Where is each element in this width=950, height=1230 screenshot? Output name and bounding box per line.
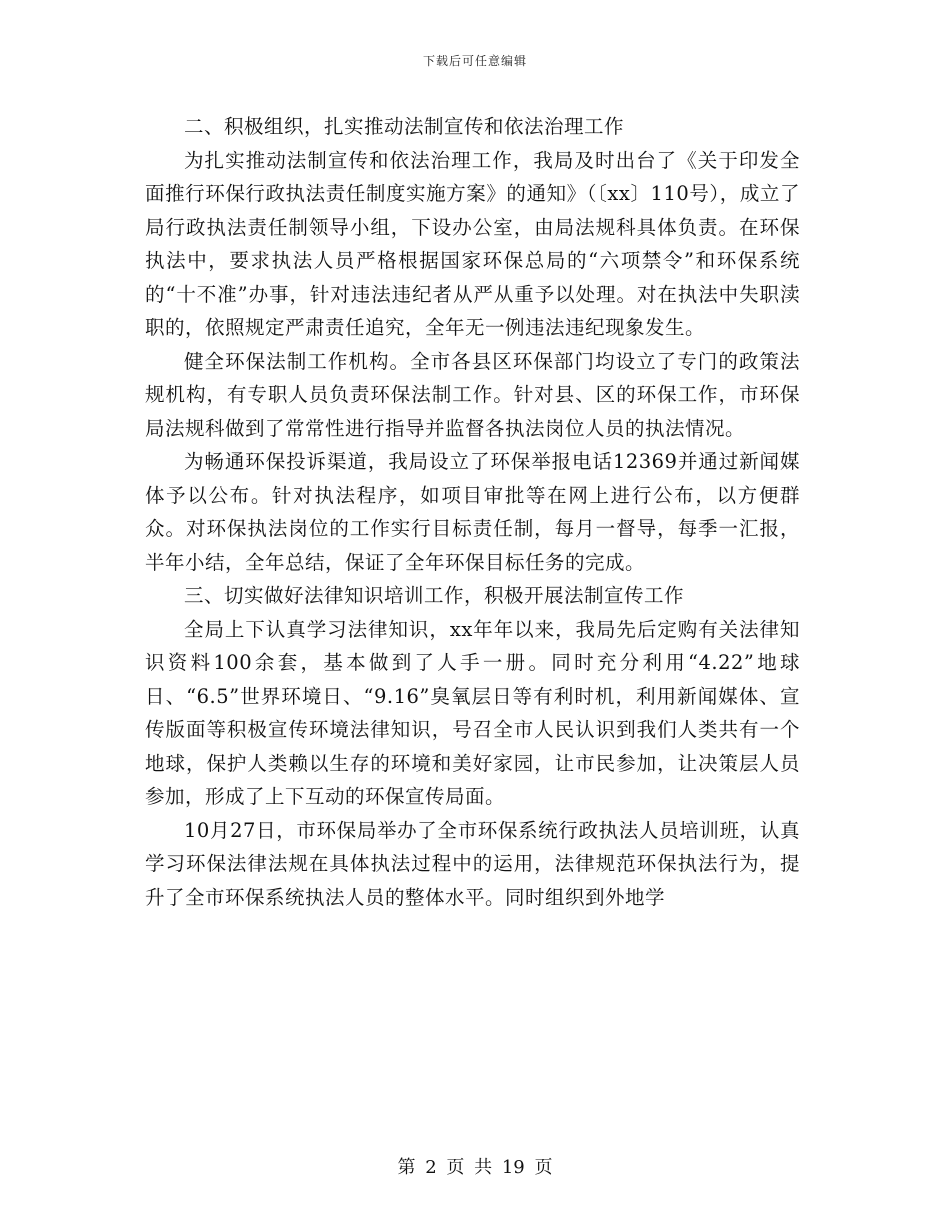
section-heading-2: 二、积极组织，扎实推动法制宣传和依法治理工作 [184, 115, 625, 138]
body-paragraph: 为畅通环保投诉渠道，我局设立了环保举报电话12369并通过新闻媒体予以公布。针对执法程序，如项目审批等在网上进行公布，以方便群众。对环保执法岗位的工作实行目标责任制，每月一督导，每季一汇报，半年小结，全年总结，保证了全年环保目标任务的完成。 [145, 450, 800, 574]
document-body [145, 110, 800, 914]
page-header: 下载后可任意编辑 [422, 54, 527, 68]
body-paragraph: 为扎实推动法制宣传和依法治理工作，我局及时出台了《关于印发全面推行环保行政执法责任制度实施方案》的通知》（〔xx〕110号），成立了局行政执法责任制领导小组，下设办公室，由局法规科具体负责。在环保执法中，要求执法人员严格根据国家环保总局的“六项禁令”和环保系统的“十不准”办事，针对违法违纪者从严从重予以处理。对在执法中失职渎职的，依照规定严肃责任追究，全年无一例违法违纪现象发生。 [145, 148, 800, 339]
body-paragraph: 全局上下认真学习法律知识，xx年年以来，我局先后定购有关法律知识资料100余套，基本做到了人手一册。同时充分利用“4.22”地球日、“6.5”世界环境日、“9.16”臭氧层日等有利时机，利用新闻媒体、宣传版面等积极宣传环境法律知识，号召全市人民认识到我们人类共有一个地球，保护人类赖以生存的环境和美好家园，让市民参加，让决策层人员参加，形成了上下互动的环保宣传局面。 [145, 617, 800, 808]
body-paragraph: 10月27日，市环保局举办了全市环保系统行政执法人员培训班，认真学习环保法律法规在具体执法过程中的运用，法律规范环保执法行为，提升了全市环保系统执法人员的整体水平。同时组织到外地学 [145, 818, 800, 909]
body-paragraph: 健全环保法制工作机构。全市各县区环保部门均设立了专门的政策法规机构，有专职人员负责环保法制工作。针对县、区的环保工作，市环保局法规科做到了常常性进行指导并监督各执法岗位人员的执法情况。 [145, 349, 800, 440]
section-heading-3: 三、切实做好法律知识培训工作，积极开展法制宣传工作 [184, 584, 685, 607]
page-number-footer: 第 2 页 共 19 页 [397, 1157, 553, 1178]
